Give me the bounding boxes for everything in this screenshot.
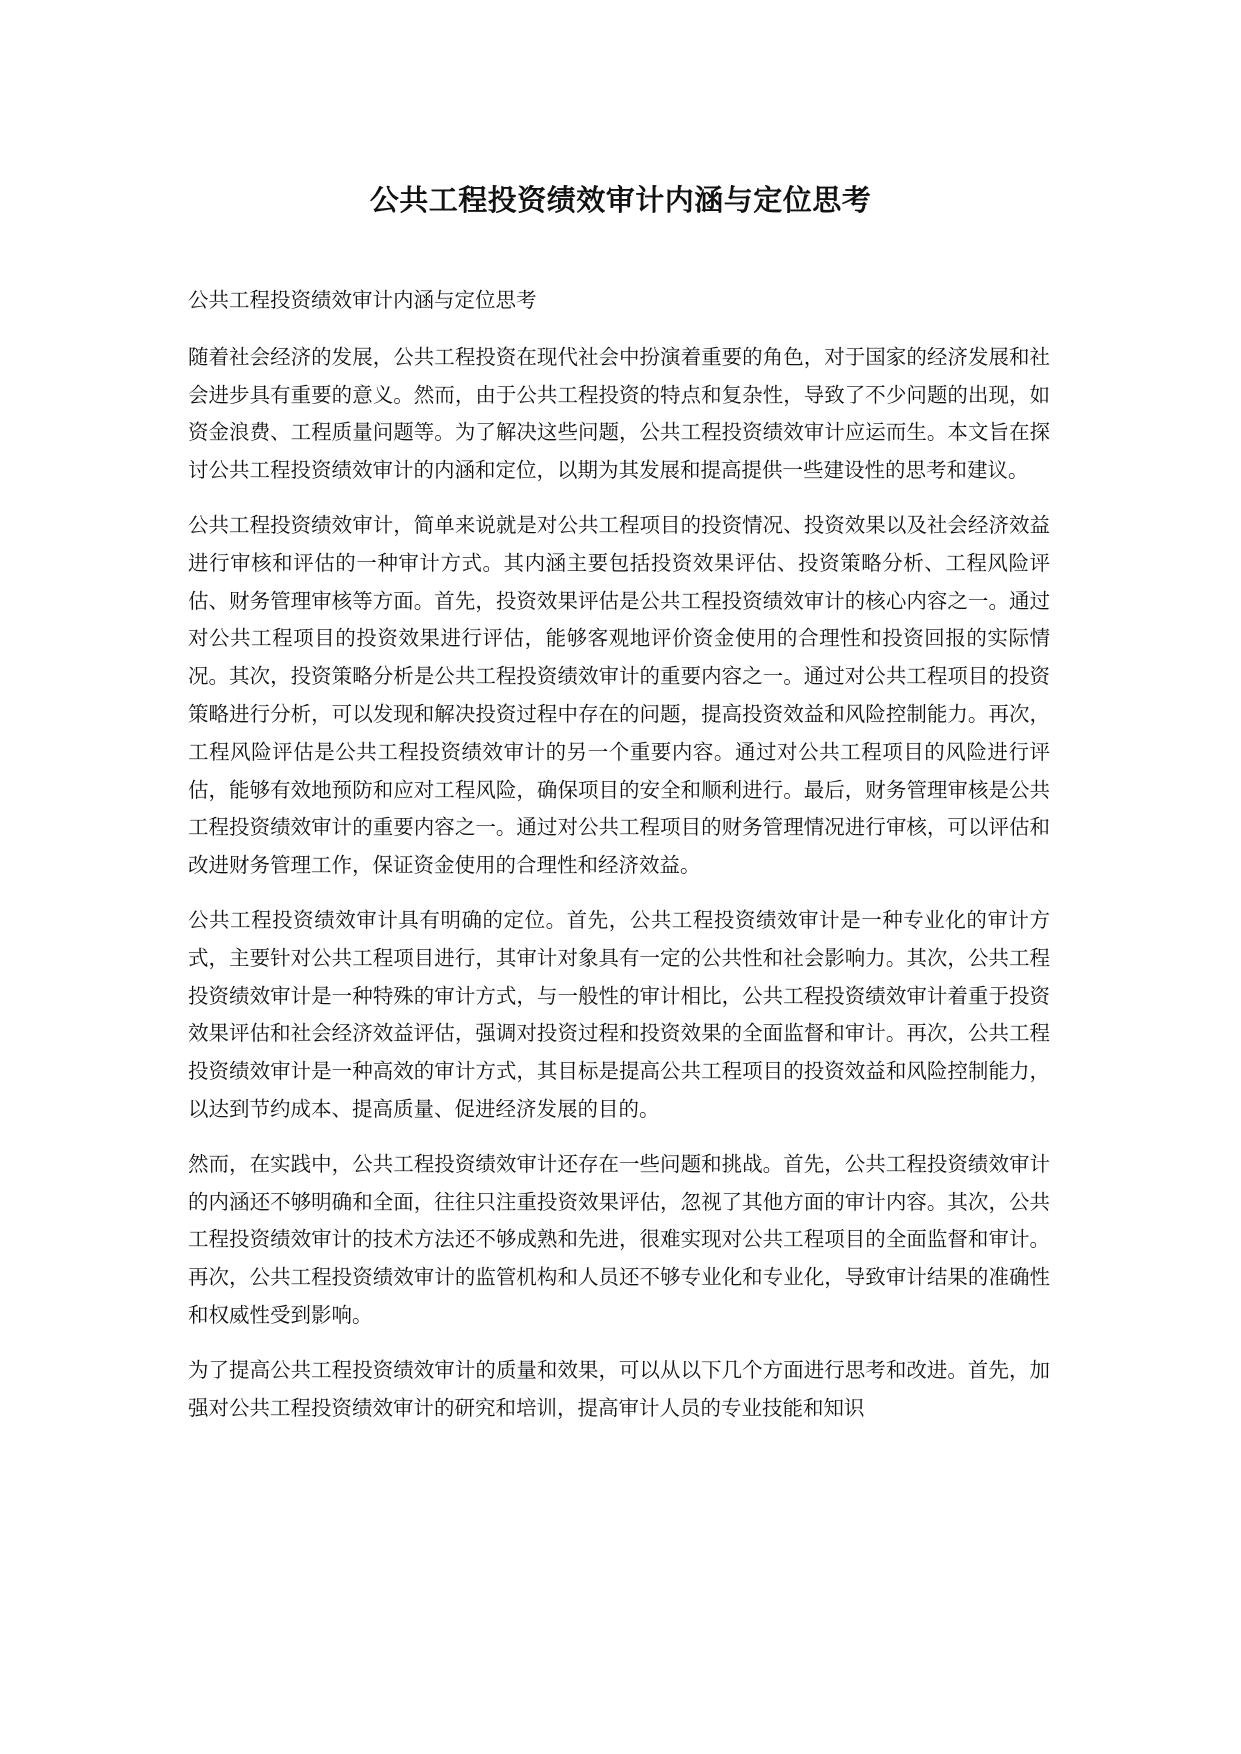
document-body — [188, 282, 1050, 1444]
document-subtitle: 公共工程投资绩效审计内涵与定位思考 — [188, 288, 537, 312]
paragraph-problems: 然而，在实践中，公共工程投资绩效审计还存在一些问题和挑战。首先，公共工程投资绩效审计的内涵还不够明确和全面，往往只注重投资效果评估，忽视了其他方面的审计内容。其次，公共工程投资绩效审计的技术方法还不够成熟和先进，很难实现对公共工程项目的全面监督和审计。再次，公共工程投资绩效审计的监管机构和人员还不够专业化和专业化，导致审计结果的准确性和权威性受到影响。 — [188, 1151, 1050, 1327]
paragraph-positioning: 公共工程投资绩效审计具有明确的定位。首先，公共工程投资绩效审计是一种专业化的审计方式，主要针对公共工程项目进行，其审计对象具有一定的公共性和社会影响力。其次，公共工程投资绩效审计是一种特殊的审计方式，与一般性的审计相比，公共工程投资绩效审计着重于投资效果评估和社会经济效益评估，强调对投资过程和投资效果的全面监督和审计。再次，公共工程投资绩效审计是一种高效的审计方式，其目标是提高公共工程项目的投资效益和风险控制能力，以达到节约成本、提高质量、促进经济发展的目的。 — [188, 907, 1050, 1121]
paragraph-improvements: 为了提高公共工程投资绩效审计的质量和效果，可以从以下几个方面进行思考和改进。首先，加强对公共工程投资绩效审计的研究和培训，提高审计人员的专业技能和知识 — [188, 1357, 1050, 1420]
paragraph-connotation: 公共工程投资绩效审计，简单来说就是对公共工程项目的投资情况、投资效果以及社会经济效益进行审核和评估的一种审计方式。其内涵主要包括投资效果评估、投资策略分析、工程风险评估、财务管理审核等方面。首先，投资效果评估是公共工程投资绩效审计的核心内容之一。通过对公共工程项目的投资效果进行评估，能够客观地评价资金使用的合理性和投资回报的实际情况。其次，投资策略分析是公共工程投资绩效审计的重要内容之一。通过对公共工程项目的投资策略进行分析，可以发现和解决投资过程中存在的问题，提高投资效益和风险控制能力。再次，工程风险评估是公共工程投资绩效审计的另一个重要内容。通过对公共工程项目的风险进行评估，能够有效地预防和应对工程风险，确保项目的安全和顺利进行。最后，财务管理审核是公共工程投资绩效审计的重要内容之一。通过对公共工程项目的财务管理情况进行审核，可以评估和改进财务管理工作，保证资金使用的合理性和经济效益。 — [188, 512, 1050, 878]
paragraph-intro: 随着社会经济的发展，公共工程投资在现代社会中扮演着重要的角色，对于国家的经济发展和社会进步具有重要的意义。然而，由于公共工程投资的特点和复杂性，导致了不少问题的出现，如资金浪费、工程质量问题等。为了解决这些问题，公共工程投资绩效审计应运而生。本文旨在探讨公共工程投资绩效审计的内涵和定位，以期为其发展和提高提供一些建设性的思考和建议。 — [188, 344, 1050, 483]
document-title: 公共工程投资绩效审计内涵与定位思考 — [369, 183, 872, 217]
